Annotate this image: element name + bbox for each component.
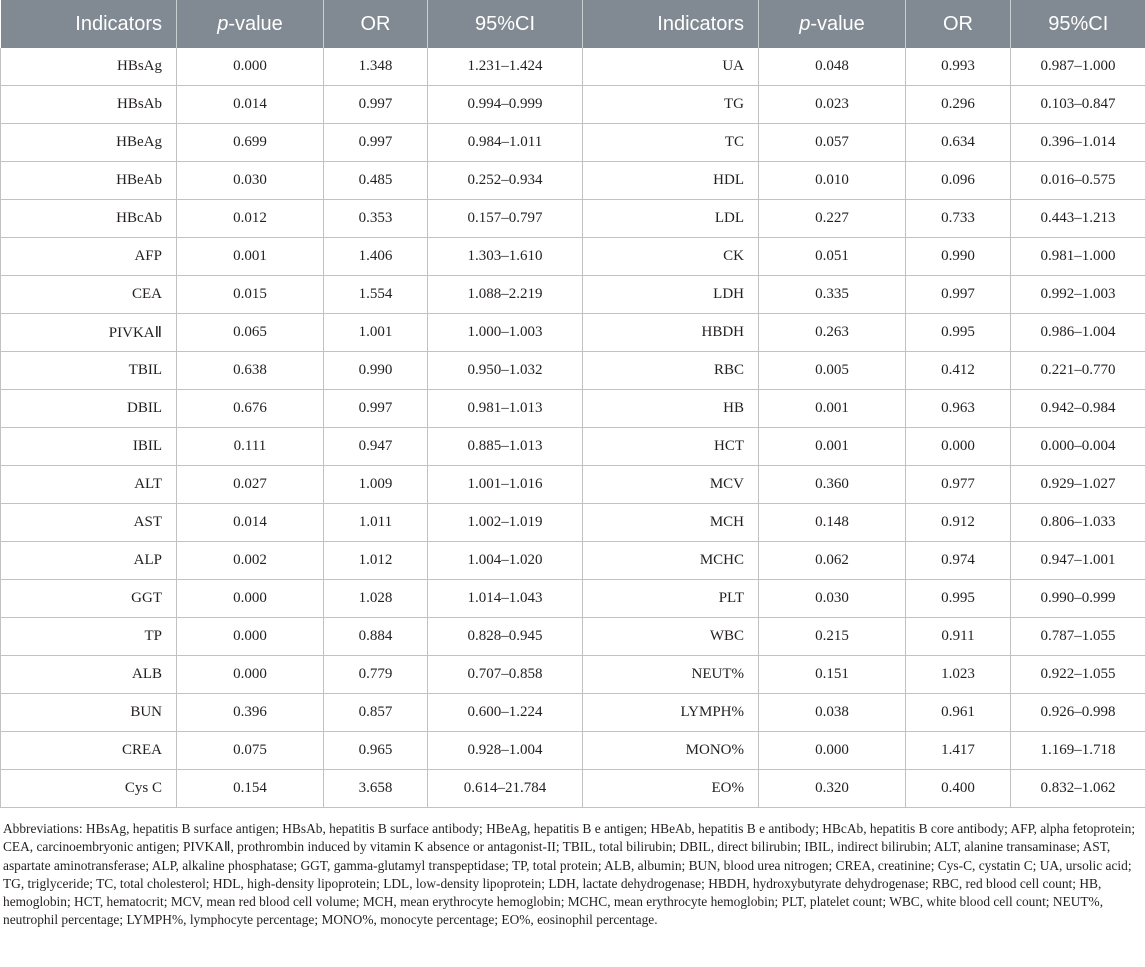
or-cell: 1.348 (324, 48, 428, 86)
p-value-cell: 0.001 (759, 390, 906, 428)
or-cell: 1.028 (324, 580, 428, 618)
table-row (1, 238, 1145, 276)
or-cell: 0.974 (906, 542, 1011, 580)
or-cell: 1.001 (324, 314, 428, 352)
table-row (1, 162, 1145, 200)
ci-cell: 0.986–1.004 (1011, 314, 1145, 352)
or-cell: 1.023 (906, 656, 1011, 694)
ci-cell: 1.303–1.610 (428, 238, 583, 276)
p-value-cell: 0.638 (177, 352, 324, 390)
ci-cell: 0.994–0.999 (428, 86, 583, 124)
or-cell: 0.779 (324, 656, 428, 694)
p-value-cell: 0.111 (177, 428, 324, 466)
table-row (1, 466, 1145, 504)
or-cell: 0.884 (324, 618, 428, 656)
indicator-cell: HB (583, 390, 759, 428)
or-cell: 0.997 (906, 276, 1011, 314)
indicator-cell: CK (583, 238, 759, 276)
p-value-cell: 0.075 (177, 732, 324, 770)
header-or-left: OR (324, 0, 428, 48)
ci-cell: 0.252–0.934 (428, 162, 583, 200)
p-value-cell: 0.699 (177, 124, 324, 162)
ci-cell: 0.942–0.984 (1011, 390, 1145, 428)
table-row (1, 124, 1145, 162)
p-value-cell: 0.360 (759, 466, 906, 504)
or-cell: 0.977 (906, 466, 1011, 504)
p-value-cell: 0.151 (759, 656, 906, 694)
ci-cell: 0.707–0.858 (428, 656, 583, 694)
p-value-cell: 0.320 (759, 770, 906, 808)
p-value-cell: 0.057 (759, 124, 906, 162)
or-cell: 0.990 (906, 238, 1011, 276)
or-cell: 0.857 (324, 694, 428, 732)
ci-cell: 0.000–0.004 (1011, 428, 1145, 466)
indicator-cell: TBIL (1, 352, 177, 390)
p-value-cell: 0.005 (759, 352, 906, 390)
indicator-cell: CEA (1, 276, 177, 314)
p-value-cell: 0.676 (177, 390, 324, 428)
p-value-cell: 0.000 (177, 48, 324, 86)
table-row (1, 770, 1145, 808)
p-value-cell: 0.154 (177, 770, 324, 808)
ci-cell: 0.221–0.770 (1011, 352, 1145, 390)
p-value-cell: 0.227 (759, 200, 906, 238)
indicator-cell: DBIL (1, 390, 177, 428)
ci-cell: 1.088–2.219 (428, 276, 583, 314)
ci-cell: 0.806–1.033 (1011, 504, 1145, 542)
ci-cell: 0.103–0.847 (1011, 86, 1145, 124)
p-value-cell: 0.010 (759, 162, 906, 200)
indicator-cell: NEUT% (583, 656, 759, 694)
or-cell: 1.012 (324, 542, 428, 580)
or-cell: 0.947 (324, 428, 428, 466)
table-row (1, 732, 1145, 770)
or-cell: 0.296 (906, 86, 1011, 124)
ci-cell: 0.600–1.224 (428, 694, 583, 732)
table-row (1, 618, 1145, 656)
table-body (1, 48, 1145, 808)
ci-cell: 0.990–0.999 (1011, 580, 1145, 618)
ci-cell: 0.885–1.013 (428, 428, 583, 466)
indicator-cell: HDL (583, 162, 759, 200)
p-value-cell: 0.000 (177, 580, 324, 618)
ci-cell: 1.014–1.043 (428, 580, 583, 618)
p-value-cell: 0.062 (759, 542, 906, 580)
ci-cell: 1.000–1.003 (428, 314, 583, 352)
header-or-right: OR (906, 0, 1011, 48)
or-cell: 0.096 (906, 162, 1011, 200)
or-cell: 0.000 (906, 428, 1011, 466)
ci-cell: 0.832–1.062 (1011, 770, 1145, 808)
indicator-cell: MCH (583, 504, 759, 542)
header-ci-right: 95%CI (1011, 0, 1145, 48)
or-cell: 3.658 (324, 770, 428, 808)
or-cell: 1.011 (324, 504, 428, 542)
header-row (1, 0, 1145, 48)
p-value-cell: 0.002 (177, 542, 324, 580)
ci-cell: 0.987–1.000 (1011, 48, 1145, 86)
ci-cell: 0.950–1.032 (428, 352, 583, 390)
or-cell: 0.995 (906, 580, 1011, 618)
p-value-cell: 0.263 (759, 314, 906, 352)
indicator-cell: GGT (1, 580, 177, 618)
p-value-cell: 0.215 (759, 618, 906, 656)
indicator-cell: HBeAg (1, 124, 177, 162)
p-value-cell: 0.001 (177, 238, 324, 276)
indicator-cell: HBsAg (1, 48, 177, 86)
indicator-cell: MCV (583, 466, 759, 504)
table-row (1, 314, 1145, 352)
or-cell: 0.990 (324, 352, 428, 390)
table-row (1, 86, 1145, 124)
table-row (1, 542, 1145, 580)
indicator-cell: ALT (1, 466, 177, 504)
table-row (1, 428, 1145, 466)
p-value-cell: 0.148 (759, 504, 906, 542)
or-cell: 0.993 (906, 48, 1011, 86)
indicator-cell: AST (1, 504, 177, 542)
value-label: -value (228, 12, 283, 35)
table-row (1, 48, 1145, 86)
p-value-cell: 0.335 (759, 276, 906, 314)
indicator-cell: LDL (583, 200, 759, 238)
p-value-cell: 0.030 (177, 162, 324, 200)
p-value-cell: 0.038 (759, 694, 906, 732)
or-cell: 0.911 (906, 618, 1011, 656)
indicator-cell: IBIL (1, 428, 177, 466)
indicator-cell: Cys C (1, 770, 177, 808)
ci-cell: 0.929–1.027 (1011, 466, 1145, 504)
p-value-cell: 0.001 (759, 428, 906, 466)
or-cell: 0.733 (906, 200, 1011, 238)
p-value-cell: 0.065 (177, 314, 324, 352)
ci-cell: 0.396–1.014 (1011, 124, 1145, 162)
indicator-cell: EO% (583, 770, 759, 808)
ci-cell: 0.981–1.013 (428, 390, 583, 428)
or-cell: 0.412 (906, 352, 1011, 390)
p-value-cell: 0.027 (177, 466, 324, 504)
ci-cell: 0.787–1.055 (1011, 618, 1145, 656)
table-row (1, 390, 1145, 428)
p-value-cell: 0.048 (759, 48, 906, 86)
indicator-cell: TG (583, 86, 759, 124)
indicator-cell: MONO% (583, 732, 759, 770)
indicator-cell: ALP (1, 542, 177, 580)
table-row (1, 276, 1145, 314)
indicator-cell: AFP (1, 238, 177, 276)
or-cell: 0.997 (324, 86, 428, 124)
indicator-cell: LYMPH% (583, 694, 759, 732)
p-italic-label: p (799, 12, 811, 35)
indicator-cell: HCT (583, 428, 759, 466)
indicator-cell: TC (583, 124, 759, 162)
indicator-cell: HBDH (583, 314, 759, 352)
indicator-cell: MCHC (583, 542, 759, 580)
p-value-cell: 0.051 (759, 238, 906, 276)
ci-cell: 0.016–0.575 (1011, 162, 1145, 200)
ci-cell: 1.001–1.016 (428, 466, 583, 504)
p-value-cell: 0.000 (177, 656, 324, 694)
indicator-cell: ALB (1, 656, 177, 694)
ci-cell: 0.928–1.004 (428, 732, 583, 770)
abbreviations-footnote: Abbreviations: HBsAg, hepatitis B surface antigen; HBsAb, hepatitis B surface antibody; HBeAg, hepatitis B e antigen; HBeAb, hepatitis B e antibody; HBcAb, hepatitis B core antibody; AFP, alpha fetoprotein; CEA, carcinoembryonic antigen; PIVKAⅡ, prothrombin induced by vitamin K absence or antagonist-II; TBIL, total bilirubin; DBIL, direct bilirubin; IBIL, indirect bilirubin; ALT, alanine transaminase; AST, aspartate aminotransferase; ALP, alkaline phosphatase; GGT, gamma-glutamyl transpeptidase; TP, total protein; ALB, albumin; BUN, blood urea nitrogen; CREA, creatinine; Cys-C, cystatin C; UA, ursolic acid; TG, triglyceride; TC, total cholesterol; HDL, high-density lipoprotein; LDL, low-density lipoprotein; LDH, lactate dehydrogenase; HBDH, hydroxybutyrate dehydrogenase; RBC, red blood cell count; HB, hemoglobin; HCT, hematocrit; MCV, mean red blood cell volume; MCH, mean erythrocyte hemoglobin; MCHC, mean erythrocyte hemoglobin; PLT, platelet count; WBC, white blood cell count; NEUT%, neutrophil percentage; LYMPH%, lymphocyte percentage; MONO%, monocyte percentage; EO%, eosinophil percentage. (3, 821, 1136, 928)
indicator-cell: UA (583, 48, 759, 86)
header-indicators-left: Indicators (1, 0, 177, 48)
header-indicators-right: Indicators (583, 0, 759, 48)
or-cell: 0.995 (906, 314, 1011, 352)
ci-cell: 0.828–0.945 (428, 618, 583, 656)
ci-cell: 1.231–1.424 (428, 48, 583, 86)
or-cell: 0.997 (324, 124, 428, 162)
header-p-value-right (759, 0, 906, 48)
value-label: -value (810, 12, 865, 35)
header-ci-left: 95%CI (428, 0, 583, 48)
p-value-cell: 0.000 (177, 618, 324, 656)
ci-cell: 1.169–1.718 (1011, 732, 1145, 770)
indicator-cell: LDH (583, 276, 759, 314)
ci-cell: 1.004–1.020 (428, 542, 583, 580)
or-cell: 0.353 (324, 200, 428, 238)
ci-cell: 0.984–1.011 (428, 124, 583, 162)
or-cell: 0.912 (906, 504, 1011, 542)
indicator-cell: WBC (583, 618, 759, 656)
p-value-cell: 0.000 (759, 732, 906, 770)
p-italic-label: p (217, 12, 229, 35)
indicator-cell: PIVKAⅡ (1, 314, 177, 352)
indicator-cell: HBeAb (1, 162, 177, 200)
indicator-cell: TP (1, 618, 177, 656)
ci-cell: 0.926–0.998 (1011, 694, 1145, 732)
p-value-cell: 0.023 (759, 86, 906, 124)
ci-cell: 1.002–1.019 (428, 504, 583, 542)
p-value-cell: 0.030 (759, 580, 906, 618)
or-cell: 0.400 (906, 770, 1011, 808)
p-value-cell: 0.014 (177, 86, 324, 124)
table-row (1, 580, 1145, 618)
ci-cell: 0.614–21.784 (428, 770, 583, 808)
table-row (1, 504, 1145, 542)
ci-cell: 0.157–0.797 (428, 200, 583, 238)
indicator-cell: CREA (1, 732, 177, 770)
table-row (1, 694, 1145, 732)
ci-cell: 0.981–1.000 (1011, 238, 1145, 276)
or-cell: 0.963 (906, 390, 1011, 428)
indicator-cell: HBsAb (1, 86, 177, 124)
or-cell: 0.965 (324, 732, 428, 770)
indicator-cell: HBcAb (1, 200, 177, 238)
or-cell: 0.485 (324, 162, 428, 200)
or-cell: 0.634 (906, 124, 1011, 162)
indicator-cell: PLT (583, 580, 759, 618)
or-cell: 0.997 (324, 390, 428, 428)
indicator-cell: BUN (1, 694, 177, 732)
or-cell: 1.009 (324, 466, 428, 504)
header-p-value-left (177, 0, 324, 48)
table-row (1, 656, 1145, 694)
or-cell: 1.417 (906, 732, 1011, 770)
p-value-cell: 0.015 (177, 276, 324, 314)
ci-cell: 0.443–1.213 (1011, 200, 1145, 238)
p-value-cell: 0.014 (177, 504, 324, 542)
ci-cell: 0.922–1.055 (1011, 656, 1145, 694)
p-value-cell: 0.012 (177, 200, 324, 238)
ci-cell: 0.947–1.001 (1011, 542, 1145, 580)
indicator-cell: RBC (583, 352, 759, 390)
ci-cell: 0.992–1.003 (1011, 276, 1145, 314)
or-cell: 0.961 (906, 694, 1011, 732)
or-cell: 1.554 (324, 276, 428, 314)
or-cell: 1.406 (324, 238, 428, 276)
table-row (1, 200, 1145, 238)
table-row (1, 352, 1145, 390)
p-value-cell: 0.396 (177, 694, 324, 732)
